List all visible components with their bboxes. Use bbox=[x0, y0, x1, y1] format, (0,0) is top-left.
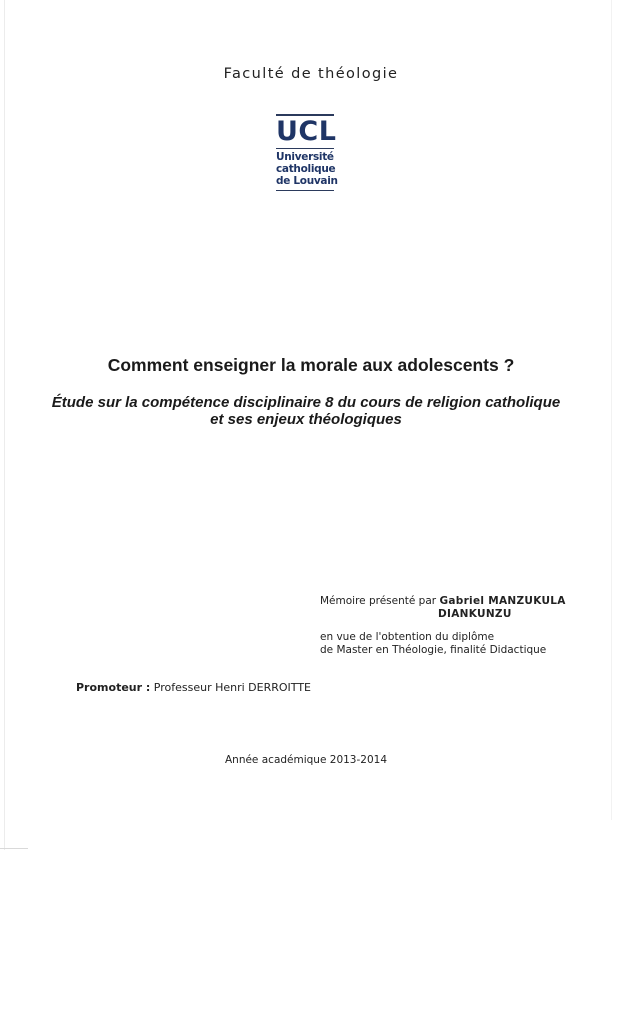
logo-line-2: catholique bbox=[276, 162, 336, 175]
author-name-line-2: DIANKUNZU bbox=[438, 608, 512, 620]
logo-university-name bbox=[276, 148, 338, 187]
degree-purpose-block bbox=[320, 631, 610, 657]
promoteur-line bbox=[76, 681, 311, 694]
scan-edge-bottom bbox=[0, 848, 28, 849]
memoire-prefix: Mémoire présenté par bbox=[320, 595, 437, 607]
ucl-logo bbox=[276, 114, 338, 191]
promoteur-label: Promoteur : bbox=[76, 681, 151, 694]
logo-line-1: Université bbox=[276, 150, 334, 163]
thesis-title: Comment enseigner la morale aux adolescents ? bbox=[107, 355, 515, 375]
thesis-subtitle bbox=[0, 394, 612, 428]
logo-line-3: de Louvain bbox=[276, 174, 338, 187]
logo-acronym: UCL bbox=[276, 115, 337, 147]
logo-bottom-rule bbox=[276, 190, 334, 192]
memoire-author-block bbox=[320, 595, 610, 621]
subtitle-line-1: Étude sur la compétence disciplinaire 8 du cours de religion catholique bbox=[51, 394, 561, 411]
faculty-heading: Faculté de théologie bbox=[223, 66, 399, 82]
purpose-line-1: en vue de l'obtention du diplôme bbox=[320, 631, 495, 643]
promoteur-name: Professeur Henri DERROITTE bbox=[153, 681, 311, 694]
academic-year: Année académique 2013-2014 bbox=[224, 754, 387, 766]
subtitle-line-2: et ses enjeux théologiques bbox=[210, 411, 402, 428]
author-name-line-1: Gabriel MANZUKULA bbox=[439, 595, 566, 607]
purpose-line-2: de Master en Théologie, finalité Didactique bbox=[320, 644, 547, 656]
